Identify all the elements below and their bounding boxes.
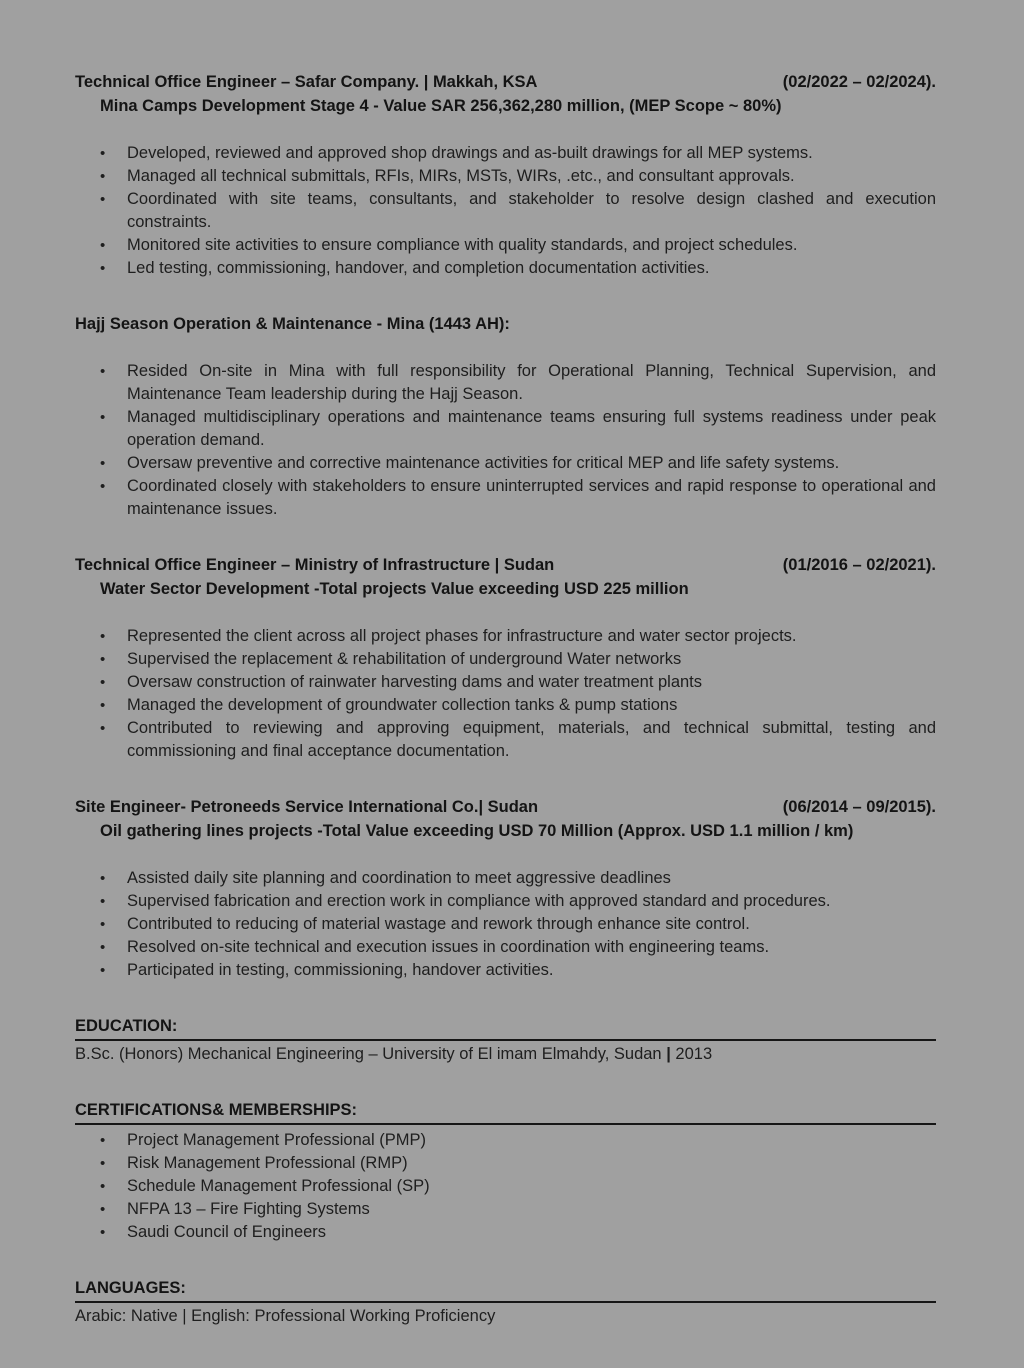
bullet-dot-icon: •: [100, 478, 106, 495]
bullet-item: [75, 234, 936, 257]
bullet-dot-icon: •: [100, 674, 106, 691]
bullet-item: [75, 360, 936, 406]
job-ministry-infrastructure: [75, 553, 936, 763]
bullet-item: [75, 625, 936, 648]
section-languages: [75, 1276, 936, 1328]
job-header: [75, 553, 936, 577]
job-dates: (06/2014 – 09/2015).: [782, 798, 936, 816]
bullet-text: Represented the client across all project phases for infrastructure and water sector projects.: [127, 627, 797, 645]
bullet-text: Managed multidisciplinary operations and maintenance teams ensuring full systems readiness under peak operation demand.: [127, 408, 936, 449]
education-degree: [75, 1043, 936, 1066]
bullet-dot-icon: •: [100, 628, 106, 645]
certification-item: [75, 1152, 936, 1175]
certification-text: NFPA 13 – Fire Fighting Systems: [127, 1200, 370, 1218]
job-title: Technical Office Engineer – Ministry of Infrastructure | Sudan: [75, 556, 555, 574]
job-hajj-season: [75, 312, 936, 521]
bullet-dot-icon: •: [100, 237, 106, 254]
certification-text: Schedule Management Professional (SP): [127, 1177, 430, 1195]
bullet-dot-icon: •: [100, 409, 106, 426]
bullet-dot-icon: •: [100, 168, 106, 185]
bullet-item: [75, 959, 936, 982]
bullet-item: [75, 648, 936, 671]
job-title: Site Engineer- Petroneeds Service International Co.| Sudan: [75, 798, 539, 816]
bullet-text: Resolved on-site technical and execution issues in coordination with engineering teams.: [127, 938, 770, 956]
bullet-dot-icon: •: [100, 260, 106, 277]
job-header: [75, 795, 936, 819]
bullet-dot-icon: •: [100, 651, 106, 668]
bullet-dot-icon: •: [100, 962, 106, 979]
bullet-text: Contributed to reducing of material wastage and rework through enhance site control.: [127, 915, 750, 933]
bullet-text: Managed the development of groundwater collection tanks & pump stations: [127, 696, 678, 714]
bullet-item: [75, 717, 936, 763]
bullet-item: [75, 671, 936, 694]
bullet-text: Coordinated with site teams, consultants, and stakeholder to resolve design clashed and execution constraints.: [127, 190, 936, 231]
bullet-dot-icon: •: [100, 363, 106, 380]
bullet-item: [75, 188, 936, 234]
job-subtitle: Water Sector Development -Total projects Value exceeding USD 225 million: [100, 580, 689, 598]
certification-item: [75, 1129, 936, 1152]
job-subtitle: Oil gathering lines projects -Total Value exceeding USD 70 Million (Approx. USD 1.1 million / km): [100, 822, 854, 840]
job-header: [75, 312, 936, 336]
job-bullet-list: [75, 142, 936, 280]
certification-item: [75, 1198, 936, 1221]
bullet-dot-icon: •: [100, 720, 106, 737]
certifications-heading: CERTIFICATIONS& MEMBERSHIPS:: [75, 1098, 936, 1125]
certification-item: [75, 1221, 936, 1244]
certification-text: Project Management Professional (PMP): [127, 1131, 426, 1149]
bullet-dot-icon: •: [100, 893, 106, 910]
bullet-dot-icon: •: [100, 939, 106, 956]
job-safar-company: [75, 70, 936, 280]
languages-heading: LANGUAGES:: [75, 1276, 936, 1303]
bullet-dot-icon: •: [100, 1132, 106, 1149]
certification-text: Risk Management Professional (RMP): [127, 1154, 408, 1172]
job-header: [75, 70, 936, 94]
bullet-text: Assisted daily site planning and coordination to meet aggressive deadlines: [127, 869, 671, 887]
bullet-item: [75, 475, 936, 521]
bullet-dot-icon: •: [100, 455, 106, 472]
bullet-text: Led testing, commissioning, handover, and completion documentation activities.: [127, 259, 710, 277]
bullet-dot-icon: •: [100, 697, 106, 714]
bullet-item: [75, 257, 936, 280]
bullet-dot-icon: •: [100, 916, 106, 933]
bullet-item: [75, 694, 936, 717]
job-dates: (01/2016 – 02/2021).: [782, 556, 936, 574]
bullet-item: [75, 867, 936, 890]
job-title: Hajj Season Operation & Maintenance - Mina (1443 AH):: [75, 315, 510, 333]
bullet-item: [75, 406, 936, 452]
bullet-item: [75, 913, 936, 936]
bullet-text: Supervised fabrication and erection work in compliance with approved standard and procedures.: [127, 892, 831, 910]
bullet-dot-icon: •: [100, 1224, 106, 1241]
bullet-item: [75, 936, 936, 959]
bullet-item: [75, 142, 936, 165]
job-bullet-list: [75, 867, 936, 982]
bullet-dot-icon: •: [100, 145, 106, 162]
education-heading: EDUCATION:: [75, 1014, 936, 1041]
job-petroneeds: [75, 795, 936, 982]
bullet-text: Monitored site activities to ensure compliance with quality standards, and project schedules.: [127, 236, 798, 254]
bullet-text: Oversaw preventive and corrective maintenance activities for critical MEP and life safety systems.: [127, 454, 840, 472]
bullet-text: Contributed to reviewing and approving equipment, materials, and technical submittal, testing and commissioning and final acceptance documentation.: [127, 719, 936, 760]
bullet-text: Coordinated closely with stakeholders to ensure uninterrupted services and rapid response to operational and maintenance issues.: [127, 477, 936, 518]
bullet-dot-icon: •: [100, 1178, 106, 1195]
job-title: Technical Office Engineer – Safar Company. | Makkah, KSA: [75, 73, 538, 91]
bullet-item: [75, 890, 936, 913]
bullet-item: [75, 452, 936, 475]
section-certifications: [75, 1098, 936, 1244]
bullet-item: [75, 165, 936, 188]
bullet-dot-icon: •: [100, 1155, 106, 1172]
job-bullet-list: [75, 625, 936, 763]
bullet-text: Managed all technical submittals, RFIs, MIRs, MSTs, WIRs, .etc., and consultant approvals.: [127, 167, 795, 185]
education-divider: |: [661, 1045, 676, 1063]
section-education: [75, 1014, 936, 1066]
bullet-dot-icon: •: [100, 191, 106, 208]
job-subtitle: Mina Camps Development Stage 4 - Value SAR 256,362,280 million, (MEP Scope ~ 80%): [100, 97, 782, 115]
job-bullet-list: [75, 360, 936, 521]
education-year: 2013: [675, 1045, 713, 1063]
bullet-text: Supervised the replacement & rehabilitation of underground Water networks: [127, 650, 682, 668]
bullet-text: Oversaw construction of rainwater harvesting dams and water treatment plants: [127, 673, 703, 691]
bullet-dot-icon: •: [100, 870, 106, 887]
bullet-dot-icon: •: [100, 1201, 106, 1218]
languages-text: Arabic: Native | English: Professional Working Proficiency: [75, 1307, 496, 1325]
job-dates: (02/2022 – 02/2024).: [782, 73, 936, 91]
bullet-text: Resided On-site in Mina with full responsibility for Operational Planning, Technical Supervision, and Maintenance Team leadership during the Hajj Season.: [127, 362, 936, 403]
bullet-text: Participated in testing, commissioning, handover activities.: [127, 961, 554, 979]
education-degree-text: B.Sc. (Honors) Mechanical Engineering – University of El imam Elmahdy, Sudan: [75, 1045, 662, 1063]
certifications-list: [75, 1129, 936, 1244]
certification-item: [75, 1175, 936, 1198]
certification-text: Saudi Council of Engineers: [127, 1223, 327, 1241]
bullet-text: Developed, reviewed and approved shop drawings and as-built drawings for all MEP systems.: [127, 144, 813, 162]
